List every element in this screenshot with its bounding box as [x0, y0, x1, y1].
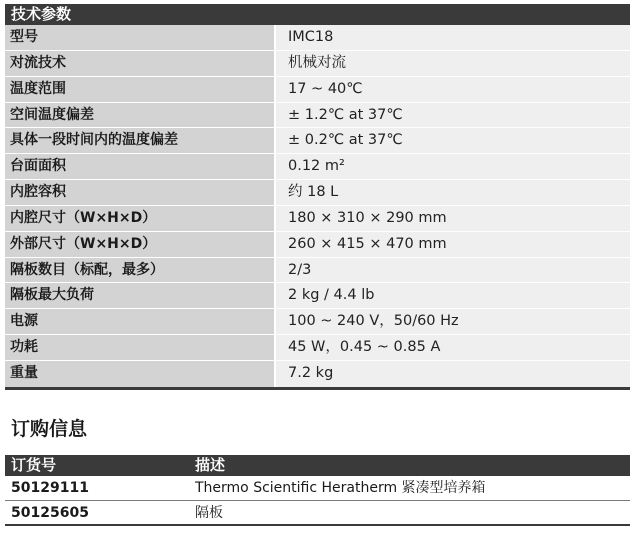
spec-value: 2 kg / 4.4 lb [276, 283, 630, 308]
spec-label: 型号 [5, 25, 276, 50]
spec-rows [5, 25, 630, 387]
spec-row [5, 232, 630, 258]
order-rows [5, 476, 630, 526]
spec-value: 260 × 415 × 470 mm [276, 232, 630, 257]
spec-row [5, 51, 630, 77]
spec-label: 内腔容积 [5, 180, 276, 205]
order-col-code-header: 订货号 [11, 456, 57, 474]
order-table-header [5, 455, 630, 476]
spec-value: IMC18 [276, 25, 630, 50]
order-row [5, 476, 630, 501]
order-description: 隔板 [195, 505, 223, 521]
spec-label: 电源 [5, 309, 276, 334]
spec-row [5, 206, 630, 232]
spec-label: 隔板最大负荷 [5, 283, 276, 308]
spec-label: 台面面积 [5, 154, 276, 179]
spec-row [5, 128, 630, 154]
spec-label: 隔板数目（标配，最多） [5, 258, 276, 283]
spec-table-header: 技术参数 [5, 4, 630, 25]
spec-label: 具体一段时间内的温度偏差 [5, 128, 276, 153]
order-table [5, 455, 630, 526]
spec-row [5, 77, 630, 103]
spec-row [5, 361, 630, 387]
order-row [5, 501, 630, 526]
spec-row [5, 258, 630, 284]
spec-row [5, 103, 630, 129]
order-code: 50129111 [11, 480, 89, 496]
spec-table-bottom-rule [5, 387, 630, 390]
spec-value: 7.2 kg [276, 361, 630, 387]
spec-label: 内腔尺寸（W×H×D） [5, 206, 276, 231]
spec-row [5, 335, 630, 361]
spec-label: 空间温度偏差 [5, 103, 276, 128]
spec-value: 2/3 [276, 258, 630, 283]
spec-value: 180 × 310 × 290 mm [276, 206, 630, 231]
spec-row [5, 309, 630, 335]
spec-row [5, 154, 630, 180]
spec-value: 45 W，0.45 ~ 0.85 A [276, 335, 630, 360]
spec-value: ± 1.2℃ at 37℃ [276, 103, 630, 128]
spec-label: 温度范围 [5, 77, 276, 102]
spec-row [5, 25, 630, 51]
spec-value: 0.12 m² [276, 154, 630, 179]
spec-value: 机械对流 [276, 51, 630, 76]
order-col-desc-header: 描述 [195, 456, 226, 474]
spec-value: 100 ~ 240 V，50/60 Hz [276, 309, 630, 334]
order-section-title: 订购信息 [11, 418, 88, 440]
spec-value: ± 0.2℃ at 37℃ [276, 128, 630, 153]
spec-row [5, 283, 630, 309]
spec-value: 约 18 L [276, 180, 630, 205]
spec-value: 17 ~ 40℃ [276, 77, 630, 102]
spec-label: 外部尺寸（W×H×D） [5, 232, 276, 257]
spec-label: 功耗 [5, 335, 276, 360]
spec-label: 对流技术 [5, 51, 276, 76]
order-description: Thermo Scientific Heratherm 紧凑型培养箱 [195, 480, 486, 496]
spec-table [5, 4, 630, 390]
spec-row [5, 180, 630, 206]
spec-label: 重量 [5, 361, 276, 387]
order-code: 50125605 [11, 505, 89, 521]
